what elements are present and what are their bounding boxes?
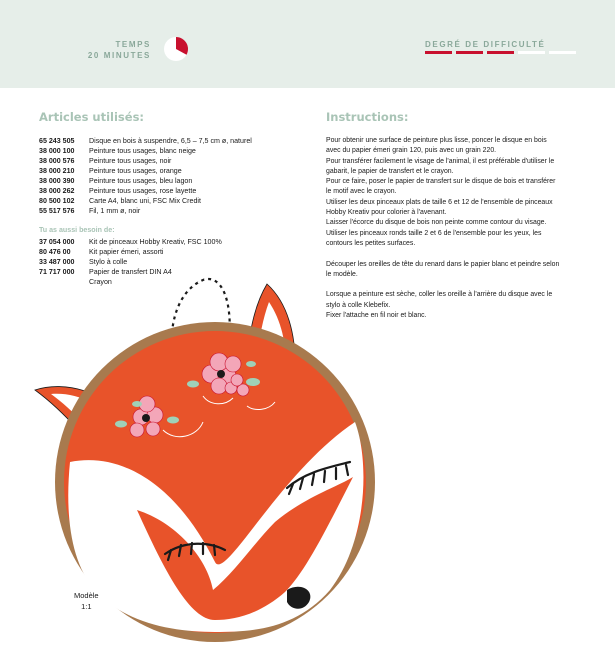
instruction-line: le modèle.	[326, 270, 358, 278]
instruction-line: le motif avec le crayon.	[326, 188, 397, 196]
instruction-line: Pour transférer facilement le visage de l'animal, il est préférable d'utiliser le	[326, 157, 555, 165]
difficulty-bar	[456, 51, 483, 54]
instruction-line: avec du papier émeri grain 120, puis avec un grain 220.	[326, 147, 497, 155]
article-row	[39, 196, 309, 206]
instruction-line: Découper les oreilles de tête du renard dans le papier blanc et peindre selon	[326, 260, 560, 268]
article-number: 38 000 576	[39, 157, 75, 165]
articles-items	[39, 136, 309, 216]
article-row	[39, 206, 309, 216]
article-row	[39, 156, 309, 166]
article-row	[39, 257, 309, 267]
difficulty-bar	[425, 51, 452, 54]
article-number: 37 054 000	[39, 238, 75, 246]
article-row	[39, 146, 309, 156]
article-description: Peinture tous usages, bleu lagon	[89, 177, 193, 185]
article-description: Disque en bois à suspendre, 6,5 – 7,5 cm ø, naturel	[89, 137, 252, 145]
difficulty-bar	[549, 51, 576, 54]
article-description: Peinture tous usages, orange	[89, 167, 182, 175]
instruction-line: Lorsque a peinture est sèche, coller les oreille à l'arrière du disque avec le	[326, 291, 553, 299]
article-description: Kit de pinceaux Hobby Kreativ, FSC 100%	[89, 238, 222, 246]
articles-list	[39, 136, 309, 287]
instruction-line: Utiliser les pinceaux ronds taille 2 et 6 de l'ensemble pour les yeux, les	[326, 229, 542, 237]
instruction-line: Laisser l'écorce du disque de bois non peinte comme contour du visage.	[326, 219, 547, 227]
timer-icon	[163, 36, 189, 62]
article-description: Crayon	[89, 278, 112, 286]
figure-caption-scale: 1:1	[81, 602, 92, 611]
article-description: Papier de transfert DIN A4	[89, 268, 172, 276]
article-row	[39, 136, 309, 146]
difficulty-label: DEGRÉ DE DIFFICULTÉ	[425, 40, 546, 49]
instruction-line: Utiliser les deux pinceaux plats de taille 6 et 12 de l'ensemble de pinceaux	[326, 198, 553, 206]
article-number: 55 517 576	[39, 207, 75, 215]
article-number: 71 717 000	[39, 268, 75, 276]
article-description: Peinture tous usages, rose layette	[89, 187, 197, 195]
instruction-line: Fixer l'attache en fil noir et blanc.	[326, 312, 427, 320]
time-label: TEMPS	[115, 40, 151, 49]
article-row	[39, 247, 309, 257]
articles-title: Articles utilisés:	[39, 110, 145, 124]
instruction-line: gabarit, le papier de transfert et le crayon.	[326, 167, 454, 175]
time-value: 20 MINUTES	[87, 51, 151, 60]
difficulty-bar	[487, 51, 514, 54]
article-description: Carte A4, blanc uni, FSC Mix Credit	[89, 197, 201, 205]
article-description: Peinture tous usages, blanc neige	[89, 147, 196, 155]
figure-caption-title: Modèle	[74, 591, 99, 600]
instruction-line: stylo à colle Klebefix.	[326, 301, 391, 309]
article-number: 38 000 210	[39, 167, 75, 175]
difficulty-bars	[425, 51, 576, 54]
instruction-line: Pour ce faire, poser le papier de transfert sur le disque de bois et transférer	[326, 178, 556, 186]
article-row	[39, 176, 309, 186]
article-number: 65 243 505	[39, 137, 75, 145]
instructions-paragraph-1	[326, 136, 578, 249]
article-description: Fil, 1 mm ø, noir	[89, 207, 141, 215]
article-number: 38 000 100	[39, 147, 75, 155]
article-number: 38 000 262	[39, 187, 75, 195]
article-number: 38 000 390	[39, 177, 75, 185]
article-description: Kit papier émeri, assorti	[89, 248, 164, 256]
article-number: 80 476 00	[39, 248, 71, 256]
instruction-line: Hobby Kreativ pour colorier à l'avenant.	[326, 209, 447, 217]
article-row	[39, 186, 309, 196]
article-description: Peinture tous usages, noir	[89, 157, 172, 165]
article-row	[39, 166, 309, 176]
time-info	[88, 39, 151, 61]
difficulty-bar	[518, 51, 545, 54]
article-number: 33 487 000	[39, 258, 75, 266]
instruction-line: Pour obtenir une surface de peinture plus lisse, poncer le disque en bois	[326, 137, 547, 144]
article-description: Stylo à colle	[89, 258, 128, 266]
article-number: 80 500 102	[39, 197, 75, 205]
instructions-title: Instructions:	[326, 110, 409, 124]
instruction-line: contours les petites surfaces.	[326, 239, 416, 247]
figure-caption	[74, 590, 99, 612]
also-needed-title: Tu as aussi besoin de:	[39, 226, 115, 234]
article-row	[39, 237, 309, 247]
